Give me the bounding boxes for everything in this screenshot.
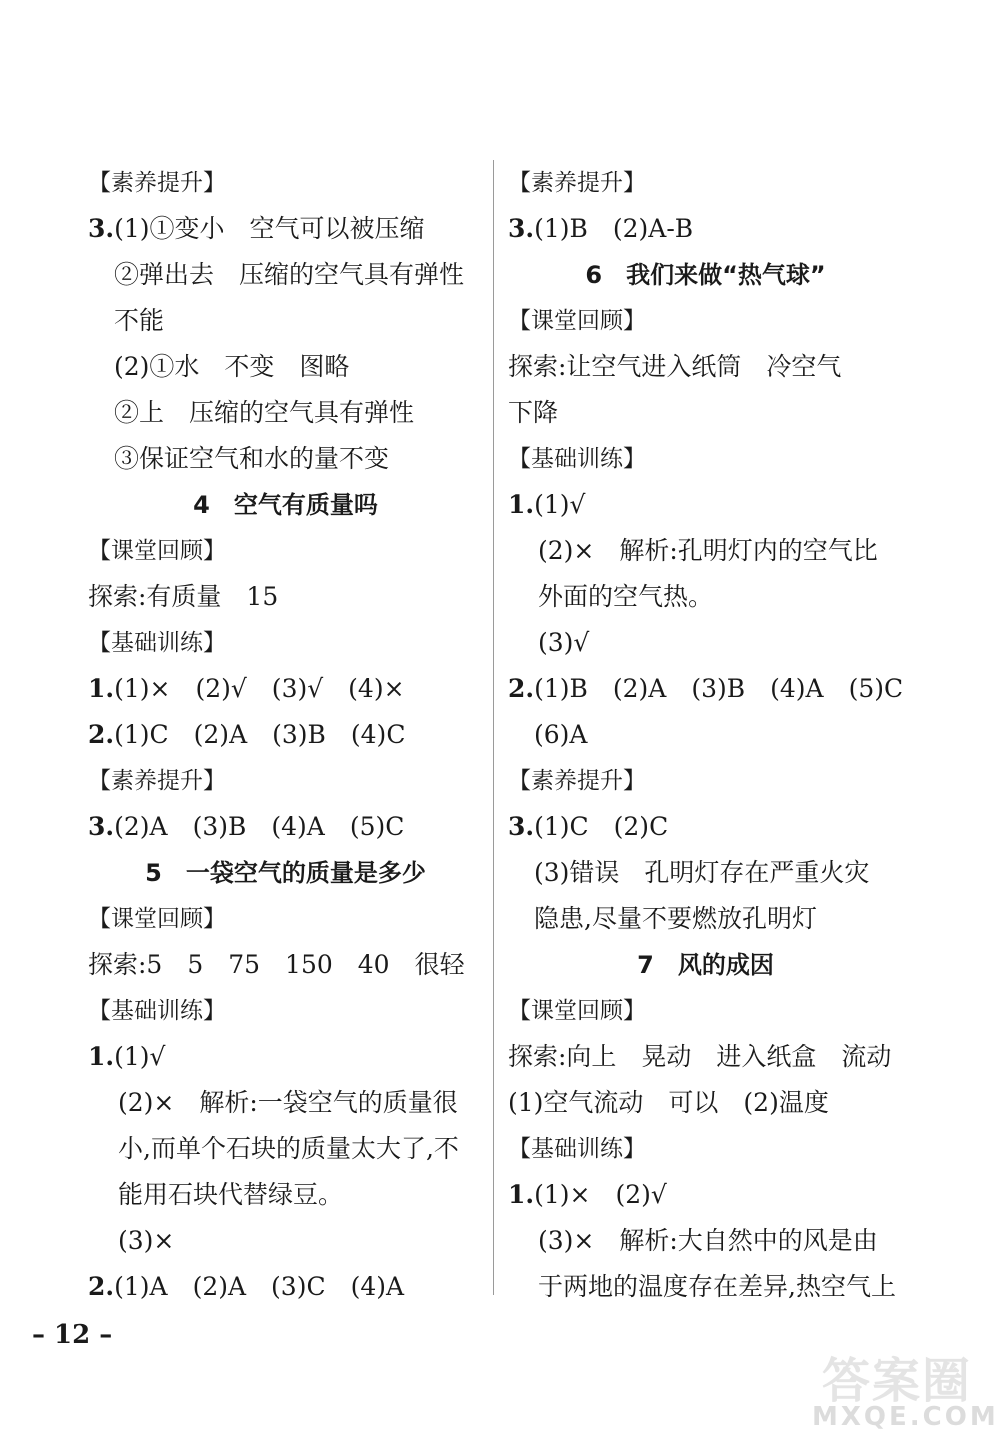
question-number: 1. (88, 1042, 115, 1071)
answer-line: 隐患,尽量不要燃放孔明灯 (534, 904, 817, 933)
section-label: 【基础训练】 (88, 998, 226, 1024)
answer-text: (1)C (2)A (3)B (4)C (114, 720, 406, 749)
section-label: 【课堂回顾】 (508, 998, 646, 1024)
answer-text: (1)× (2)√ (534, 1180, 667, 1209)
section-label: 【基础训练】 (88, 630, 226, 656)
answer-line: 探索:让空气进入纸筒 冷空气 (508, 352, 842, 381)
explanation-line: 外面的空气热。 (538, 582, 714, 611)
section-label: 【素养提升】 (508, 170, 646, 196)
answer-item (88, 712, 483, 758)
explanation-line: (2)× 解析:孔明灯内的空气比 (538, 536, 878, 565)
section-label: 【课堂回顾】 (88, 906, 226, 932)
explanation-line: (3)√ (538, 628, 590, 657)
right-column (508, 160, 903, 1310)
answer-item (88, 1264, 483, 1310)
answer-line: (2)①水 不变 图略 (114, 352, 350, 381)
answer-line: ②上 压缩的空气具有弹性 (114, 398, 415, 427)
answer-line: ②弹出去 压缩的空气具有弹性 (114, 260, 465, 289)
explanation-line: (2)× 解析:一袋空气的质量很 (118, 1088, 458, 1117)
question-number: 2. (88, 720, 115, 749)
question-number: 3. (88, 812, 115, 841)
question-number: 1. (88, 674, 115, 703)
explanation-line: (3)× (118, 1226, 175, 1255)
watermark-cn: 答案圈 (822, 1353, 973, 1409)
explanation-line: 小,而单个石块的质量太大了,不 (118, 1134, 459, 1163)
question-number: 1. (508, 490, 535, 519)
answer-line: 探索:有质量 15 (88, 582, 279, 611)
answer-line: 不能 (114, 306, 165, 335)
answer-item (508, 482, 903, 528)
section-label: 【素养提升】 (88, 170, 226, 196)
section-label: 【基础训练】 (508, 446, 646, 472)
explanation-line: 能用石块代替绿豆。 (118, 1180, 344, 1209)
answer-line: 探索:向上 晃动 进入纸盒 流动 (508, 1042, 892, 1071)
answer-text: (1)①变小 空气可以被压缩 (114, 214, 425, 243)
answer-item (508, 206, 903, 252)
answer-text: (2)A (3)B (4)A (5)C (114, 812, 405, 841)
left-column (88, 160, 483, 1310)
answer-text: (1)A (2)A (3)C (4)A (114, 1272, 405, 1301)
section-label: 【素养提升】 (508, 768, 646, 794)
answer-text: (1)B (2)A (3)B (4)A (5)C (534, 674, 904, 703)
answer-text: (1)B (2)A-B (534, 214, 694, 243)
answer-line: 下降 (508, 398, 559, 427)
answer-item (508, 1172, 903, 1218)
answer-item (88, 1034, 483, 1080)
question-number: 3. (508, 214, 535, 243)
question-number: 2. (88, 1272, 115, 1301)
section-label: 【课堂回顾】 (88, 538, 226, 564)
section-label: 【素养提升】 (88, 768, 226, 794)
lesson-heading: 6 我们来做“热气球” (585, 261, 826, 289)
watermark-logo (812, 1342, 999, 1442)
page-number: – 12 – (32, 1320, 113, 1350)
answer-line: (3)错误 孔明灯存在严重火灾 (534, 858, 870, 887)
answer-line: ③保证空气和水的量不变 (114, 444, 390, 473)
answer-item (88, 804, 483, 850)
section-label: 【基础训练】 (508, 1136, 646, 1162)
answer-item (88, 206, 483, 252)
question-number: 1. (508, 1180, 535, 1209)
section-label: 【课堂回顾】 (508, 308, 646, 334)
column-divider (493, 160, 494, 1295)
answer-text: (1)√ (114, 1042, 166, 1071)
explanation-line: 于两地的温度存在差异,热空气上 (538, 1272, 896, 1301)
answer-text: (1)C (2)C (534, 812, 669, 841)
answer-item (508, 666, 903, 712)
watermark-en: MXQE.COM (812, 1402, 999, 1432)
question-number: 3. (88, 214, 115, 243)
answer-item (88, 666, 483, 712)
answer-line: (1)空气流动 可以 (2)温度 (508, 1088, 829, 1117)
answer-line: (6)A (534, 720, 588, 749)
answer-text: (1)√ (534, 490, 586, 519)
question-number: 3. (508, 812, 535, 841)
answer-text: (1)× (2)√ (3)√ (4)× (114, 674, 405, 703)
answer-item (508, 804, 903, 850)
lesson-heading: 5 一袋空气的质量是多少 (145, 859, 426, 887)
lesson-heading: 7 风的成因 (637, 951, 774, 979)
answer-line: 探索:5 5 75 150 40 很轻 (88, 950, 465, 979)
lesson-heading: 4 空气有质量吗 (193, 491, 378, 519)
question-number: 2. (508, 674, 535, 703)
explanation-line: (3)× 解析:大自然中的风是由 (538, 1226, 878, 1255)
